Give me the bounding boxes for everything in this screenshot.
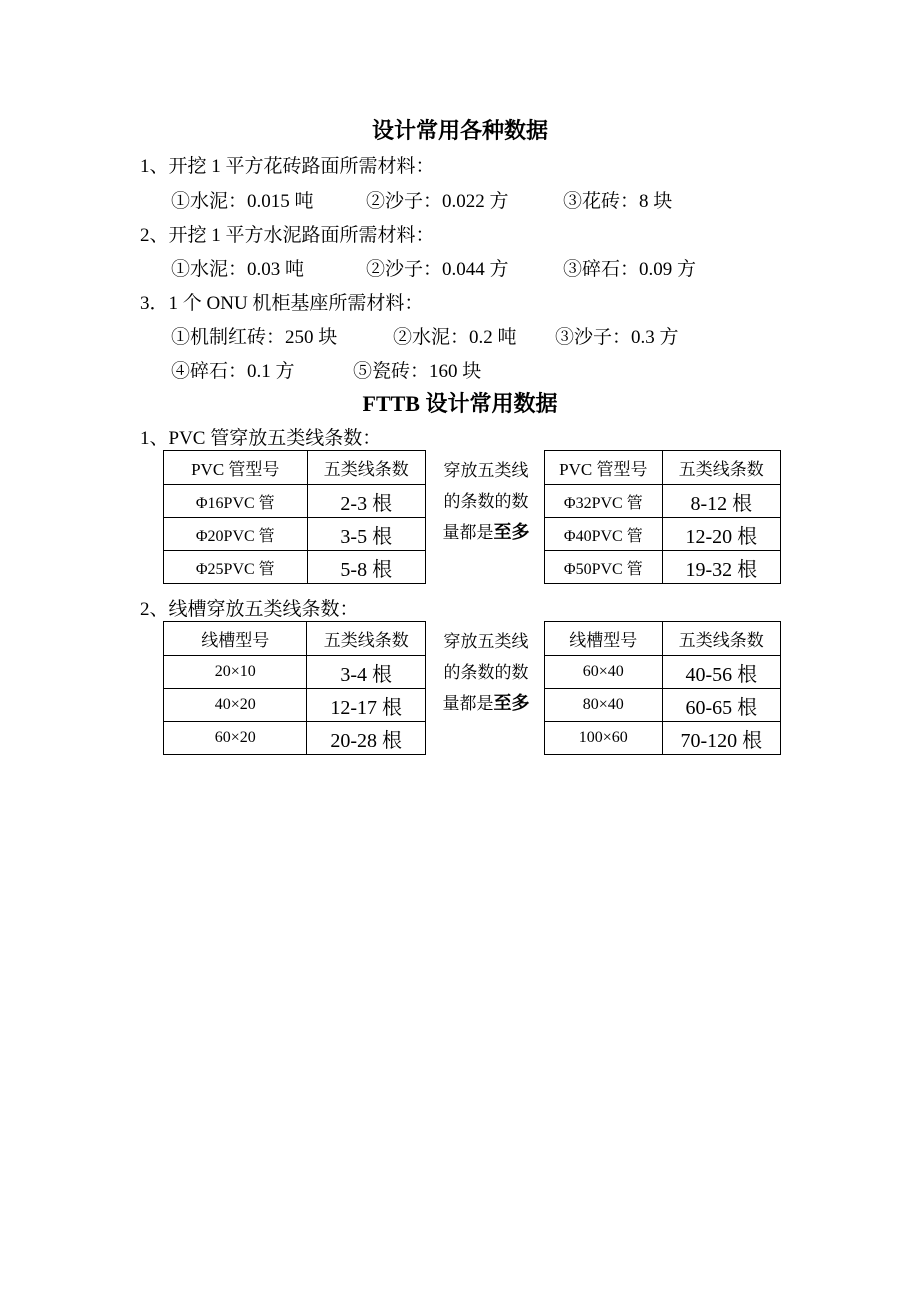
- type-cell: 60×40: [545, 656, 663, 689]
- table-row: [164, 689, 426, 722]
- table-row: [164, 656, 426, 689]
- count-cell: 70-120 根: [662, 722, 780, 755]
- table-row: [545, 689, 781, 722]
- material-item: ④碎石：0.1 方: [171, 361, 295, 382]
- type-cell: Φ50PVC 管: [545, 551, 663, 584]
- header-cell: PVC 管型号: [164, 451, 308, 485]
- section-3-heading: 3．1 个 ONU 机柜基座所需材料：: [140, 293, 424, 314]
- type-cell: 80×40: [545, 689, 663, 722]
- table-row: [545, 485, 781, 518]
- pvc-heading: 1、PVC 管穿放五类线条数：: [140, 428, 382, 449]
- count-cell: 5-8 根: [307, 551, 425, 584]
- section-1-items: [0, 186, 920, 212]
- table-row: [545, 722, 781, 755]
- table-header-row: [164, 622, 426, 656]
- material-item: ①水泥：0.03 吨: [171, 259, 305, 280]
- material-item: ⑤瓷砖：160 块: [353, 361, 482, 382]
- material-item: ①机制红砖：250 块: [171, 327, 338, 348]
- header-cell: 线槽型号: [545, 622, 663, 656]
- table-header-row: [164, 451, 426, 485]
- count-cell: 19-32 根: [662, 551, 780, 584]
- trough-table-left: [163, 621, 426, 755]
- table-row: [164, 518, 426, 551]
- table-header-row: [545, 451, 781, 485]
- count-cell: 60-65 根: [662, 689, 780, 722]
- count-cell: 2-3 根: [307, 485, 425, 518]
- table-row: [545, 551, 781, 584]
- table-row: [164, 722, 426, 755]
- section-3-items-row-2: [0, 356, 920, 382]
- header-cell: 五类线条数: [307, 622, 426, 656]
- section-3-items-row-1: [0, 322, 920, 348]
- type-cell: 100×60: [545, 722, 663, 755]
- material-item: ①水泥：0.015 吨: [171, 191, 314, 212]
- count-cell: 20-28 根: [307, 722, 426, 755]
- header-cell: 五类线条数: [662, 622, 780, 656]
- trough-note: 穿放五类线 的条数的数 量都是至多: [442, 632, 530, 714]
- type-cell: Φ32PVC 管: [545, 485, 663, 518]
- material-item: ②沙子：0.044 方: [366, 259, 509, 280]
- fttb-title: FTTB 设计常用数据: [362, 391, 558, 416]
- trough-heading: 2、线槽穿放五类线条数：: [140, 599, 359, 620]
- material-item: ③花砖：8 块: [563, 191, 673, 212]
- count-cell: 3-5 根: [307, 518, 425, 551]
- count-cell: 3-4 根: [307, 656, 426, 689]
- pvc-table-left: [163, 450, 426, 584]
- table-row: [545, 656, 781, 689]
- pvc-table-right: [544, 450, 781, 584]
- header-cell: 线槽型号: [164, 622, 307, 656]
- type-cell: Φ20PVC 管: [164, 518, 308, 551]
- page-title: 设计常用各种数据: [371, 118, 548, 143]
- material-item: ②沙子：0.022 方: [366, 191, 509, 212]
- type-cell: 60×20: [164, 722, 307, 755]
- pvc-note: 穿放五类线 的条数的数 量都是至多: [442, 461, 530, 543]
- table-row: [545, 518, 781, 551]
- trough-table-right: [544, 621, 781, 755]
- table-row: [164, 551, 426, 584]
- type-cell: 40×20: [164, 689, 307, 722]
- type-cell: Φ16PVC 管: [164, 485, 308, 518]
- type-cell: Φ25PVC 管: [164, 551, 308, 584]
- count-cell: 40-56 根: [662, 656, 780, 689]
- header-cell: PVC 管型号: [545, 451, 663, 485]
- count-cell: 8-12 根: [662, 485, 780, 518]
- section-2-heading: 2、开挖 1 平方水泥路面所需材料：: [140, 225, 435, 246]
- material-item: ②水泥：0.2 吨: [393, 327, 517, 348]
- table-header-row: [545, 622, 781, 656]
- count-cell: 12-17 根: [307, 689, 426, 722]
- header-cell: 五类线条数: [662, 451, 780, 485]
- table-row: [164, 485, 426, 518]
- type-cell: 20×10: [164, 656, 307, 689]
- material-item: ③碎石：0.09 方: [563, 259, 697, 280]
- material-item: ③沙子：0.3 方: [555, 327, 679, 348]
- header-cell: 五类线条数: [307, 451, 425, 485]
- count-cell: 12-20 根: [662, 518, 780, 551]
- type-cell: Φ40PVC 管: [545, 518, 663, 551]
- section-2-items: [0, 254, 920, 280]
- section-1-heading: 1、开挖 1 平方花砖路面所需材料：: [140, 156, 435, 177]
